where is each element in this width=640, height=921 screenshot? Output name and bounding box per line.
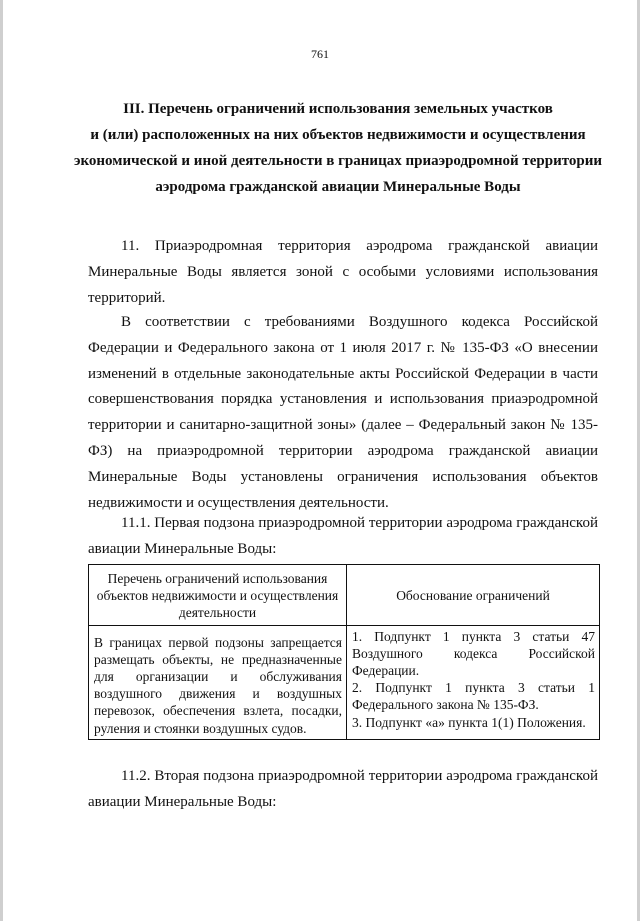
paragraph-legal-basis: В соответствии с требованиями Воздушного кодекса Российской Федерации и Федерального закона от 1 июля 2017 г. № 135-ФЗ «О внесении изменений в отдельные законодательные акты Российской Федерации в части совершенствования порядка установления и использования приаэродромной территории и санитарно-защитной зоны» (далее – Федеральный закон № 135-ФЗ) на приаэродромной территории аэродрома гражданской авиации Минеральные Воды установлены ограничения использования объектов недвижимости и осуществления деятельности. (88, 314, 598, 511)
heading-line: аэродрома гражданской авиации Минеральные Воды (155, 179, 521, 195)
table-header-justification (347, 565, 599, 625)
restrictions-table (88, 564, 600, 740)
table-row (89, 625, 599, 739)
justification-item: 2. Подпункт 1 пункта 3 статьи 1 Федерального закона № 135-ФЗ. (352, 680, 595, 713)
heading-line: III. Перечень ограничений использования земельных участков (123, 101, 553, 117)
heading-line: экономической и иной деятельности в границах приаэродромной территории (73, 153, 603, 169)
paragraph-11-2: 11.2. Вторая подзона приаэродромной территории аэродрома гражданской авиации Минеральные Воды: (88, 768, 598, 810)
page-number: 761 (311, 47, 329, 61)
table-header-restrictions: Перечень ограничений использования объектов недвижимости и осуществления деятельности (89, 565, 347, 625)
justification-item: 1. Подпункт 1 пункта 3 статьи 47 Воздушного кодекса Российской Федерации. (352, 628, 595, 679)
heading-line: и (или) расположенных на них объектов недвижимости и осуществления (90, 127, 586, 143)
paragraph-11: 11. Приаэродромная территория аэродрома гражданской авиации Минеральные Воды является зоной с особыми условиями использования территорий. (88, 238, 598, 306)
table-cell-justification (347, 626, 599, 739)
paragraph-11-1: 11.1. Первая подзона приаэродромной территории аэродрома гражданской авиации Минеральные Воды: (88, 515, 598, 557)
table-cell-restriction: В границах первой подзоны запрещается размещать объекты, не предназначенные для организации и обслуживания воздушного движения и воздушных перевозок, обеспечения взлета, посадки, руления и стоянки воздушных судов. (89, 626, 347, 739)
table-header-justification-label: Обоснование ограничений (396, 588, 550, 604)
table-header-row (89, 565, 599, 625)
section-heading (73, 96, 603, 200)
justification-item: 3. Подпункт «а» пункта 1(1) Положения. (352, 714, 586, 730)
